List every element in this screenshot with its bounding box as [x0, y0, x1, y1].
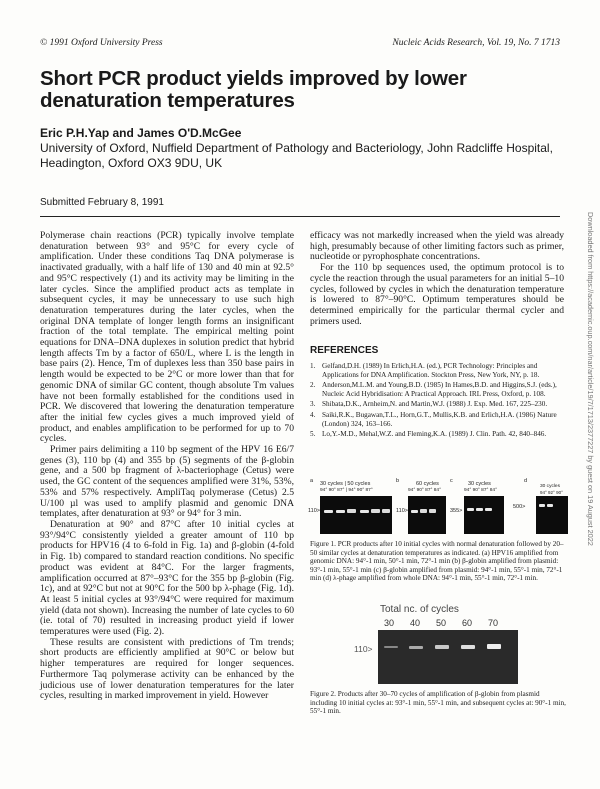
- panel-b-temps: 94° 90° 87° 84°: [408, 488, 442, 493]
- figure2-gel-image: [378, 630, 518, 684]
- marker-500: 500>: [513, 504, 526, 510]
- references-heading: REFERENCES: [310, 345, 379, 356]
- lane-label: 60: [462, 618, 473, 628]
- reference-item: 1. Gelfand,D.H. (1989) In Erlich,H.A. (ed.), PCR Technology: Principles and Applications for DNA Amplification. Stockton Press, New York, NY, p. 18.: [310, 362, 540, 379]
- figure2-title: Total nc. of cycles: [380, 604, 459, 615]
- body-paragraph: These results are consistent with predictions of Tm trends; short products are efficiently amplified at 90°C or below but higher temperatures are required for longer sequences. Furthermore Taq polymerase activity can be enhanced by the judicious use of lower denaturation temperatures for the later cycles, resulting in marked improvement in yield. However: [40, 636, 294, 702]
- reference-item: 5. Lo,Y.-M.D., Mehal,W.Z. and Fleming,K.A. (1989) J. Clin. Path. 42, 840–846.: [310, 430, 547, 439]
- panel-label-a: a: [310, 478, 314, 484]
- panel-a-cycles: 30 cycles | 50 cycles: [320, 481, 371, 487]
- journal-header: Nucleic Acids Research, Vol. 19, No. 7 1713: [392, 38, 560, 48]
- affiliation: University of Oxford, Nuffield Department of Pathology and Bacteriology, John Radcliffe Hospital, Headington, Oxford OX3 9DU, UK: [40, 141, 553, 170]
- panel-d-cycles: 30 cycles: [540, 484, 560, 489]
- header-divider: [40, 216, 560, 217]
- marker-110-b: 110>: [396, 508, 408, 514]
- figure2-marker: 110>: [354, 644, 373, 654]
- reference-item: 2. Anderson,M.L.M. and Young,B.D. (1985) In Hames,B.D. and Higgins,S.J. (eds.), Nucleic Acid Hybridisation: A Practical Approach. IRL Press, Oxford, p. 108.: [310, 381, 557, 398]
- body-paragraph: Primer pairs delimiting a 110 bp segment of the HPV 16 E6/7 genes (3), 110 bp (4) and 355 bp (5) segments of the β-globin gene, and a 500 bp fragment of λ-bacteriophage (Cetus) were used, the GC content of the sequences amplified were 31%, 53%, 53% and 57% respectively. AmpliTaq polymerase (Cetus) 2.5 U/100 µl was used to amplify plasmid and genomic DNA templates, after denaturation at 93° or 94° for 3 min.: [40, 444, 294, 520]
- gel-image-c: [464, 496, 504, 534]
- reference-item: 3. Shibata,D.K., Arnheim,N. and Martin,W.J. (1988) J. Exp. Med. 167, 225–230.: [310, 400, 548, 409]
- panel-label-b: b: [396, 478, 400, 484]
- figure1-gels: [308, 478, 570, 538]
- panel-d-temps: 94° 92° 90°: [540, 490, 563, 495]
- panel-label-d: d: [524, 478, 528, 484]
- references-list: [310, 362, 564, 441]
- body-paragraph: For the 110 bp sequences used, the optimum protocol is to cycle the reaction through the usual parameters for an initial 5–10 cycles, followed by cycles in which the denaturation temperature is lowered to 87°–90°C. Optimum temperatures should be determined empirically for the particular thermal cycler and primers used.: [310, 262, 564, 327]
- gel-image-b: [408, 496, 446, 534]
- lane-label: 50: [436, 618, 447, 628]
- marker-110: 110>: [308, 508, 320, 514]
- right-column: [310, 231, 564, 327]
- body-paragraph: efficacy was not markedly increased when the yield was already high, presumably because of other limiting factors such as primer, nucleotide or pyrophosphate concentrations.: [310, 230, 564, 263]
- lane-label: 30: [384, 618, 395, 628]
- body-paragraph: Denaturation at 90° and 87°C after 10 initial cycles at 93°/94°C consistently yielded a greater amount of 110 bp products for HPV16 (4 to 6-fold in Fig. 1a) and β-globin (4-fold in Fig. 1b) compared to standard reaction conditions. No specific product was evident at 84°C. For the larger fragments, amplification occurred at 87°–93°C for the 355 bp β-globin (Fig. 1c), and at 92°C but not at 90°C for the 500 bp λ-phage (Fig. 1d). At least 5 initial cycles at 93°/94°C were required for maximum yield (data not shown). Increasing the number of late cycles to 60 (ie. total of 70) resulted in increasing product yield if lower temperatures were used (Fig. 2).: [40, 518, 294, 638]
- left-column: [40, 231, 294, 702]
- panel-b-cycles: 60 cycles: [416, 481, 439, 487]
- submitted-date: Submitted February 8, 1991: [40, 197, 164, 208]
- download-watermark: Downloaded from https://academic.oup.com/nar/article/19/7/1713/2377227 by guest on 19 August 2022: [586, 212, 595, 546]
- panel-c-cycles: 30 cycles: [468, 481, 491, 487]
- panel-c-temps: 94° 90° 87° 84°: [464, 488, 498, 493]
- marker-355: 355>: [450, 508, 463, 514]
- panel-a-temps: 94° 90° 87° | 94° 90° 87°: [320, 488, 373, 493]
- lane-label: 70: [488, 618, 499, 628]
- lane-label: 40: [410, 618, 421, 628]
- figure1-caption: Figure 1. PCR products after 10 initial cycles with normal denaturation followed by 20–50 similar cycles at denaturation temperatures as indicated. (a) HPV16 amplified from genomic DNA: 94°-1 min, 50°-1 min, 72°-1 min (b) β-globin amplified from plasmid: 93°-1 min, 55°-1 min (c) β-globin amplified from plasmid: 94°-1 min, 55°-1 min, 72°-1 min (d) λ-phage amplified from whole DNA: 94°-1 min, 55°-1 min, 72°-1 min.: [310, 540, 564, 583]
- panel-label-c: c: [450, 478, 453, 484]
- gel-image-a: [320, 496, 392, 534]
- copyright-header: © 1991 Oxford University Press: [40, 38, 163, 48]
- reference-item: 4. Saiki,R.K., Bugawan,T.L., Horn,G.T., Mullis,K.B. and Erlich,H.A. (1986) Nature (London) 324, 163–166.: [310, 410, 557, 428]
- article-title: Short PCR product yields improved by lower denaturation temperatures: [40, 67, 467, 112]
- body-paragraph: Polymerase chain reactions (PCR) typically involve template denaturation between 93° and 95°C for every cycle of amplification. Under these conditions Taq DNA polymerase is inactivated gradually, with a half life of 130 and 40 min at 92.5° and 95°C respectively (1) and its activity may be limiting in the later cycles. Since the amplified product acts as template in subsequent cycles, it may be unnecessary to use such high denaturation temperatures during the later cycles, when the original DNA template of longer length forms an insignificant fraction of the total template. The empirical melting point equations for DNA–DNA duplexes in solution predict that hybrid length affects Tm by a factor of 650/L, where L is the length in base pairs (2). Hence, Tm of duplexes less than 350 base pairs in length would be expected to be 2°C or more lower than that for genomic DNA of similar GC content, though absolute Tm values have not been formally established for the conditions used in PCR. We discovered that lowering the denaturation temperature after the initial few cycles gives a much improved yield of product, and enables amplification to be performed for up to 70 cycles.: [40, 230, 294, 445]
- authors: Eric P.H.Yap and James O'D.McGee: [40, 126, 242, 140]
- figure2-caption: Figure 2. Products after 30–70 cycles of amplification of β-globin from plasmid including 10 initial cycles at: 93°-1 min, 55°-1 min, and subsequent cycles at: 90°-1 min, 55°-1 min.: [310, 690, 566, 716]
- gel-image-d: [536, 496, 568, 534]
